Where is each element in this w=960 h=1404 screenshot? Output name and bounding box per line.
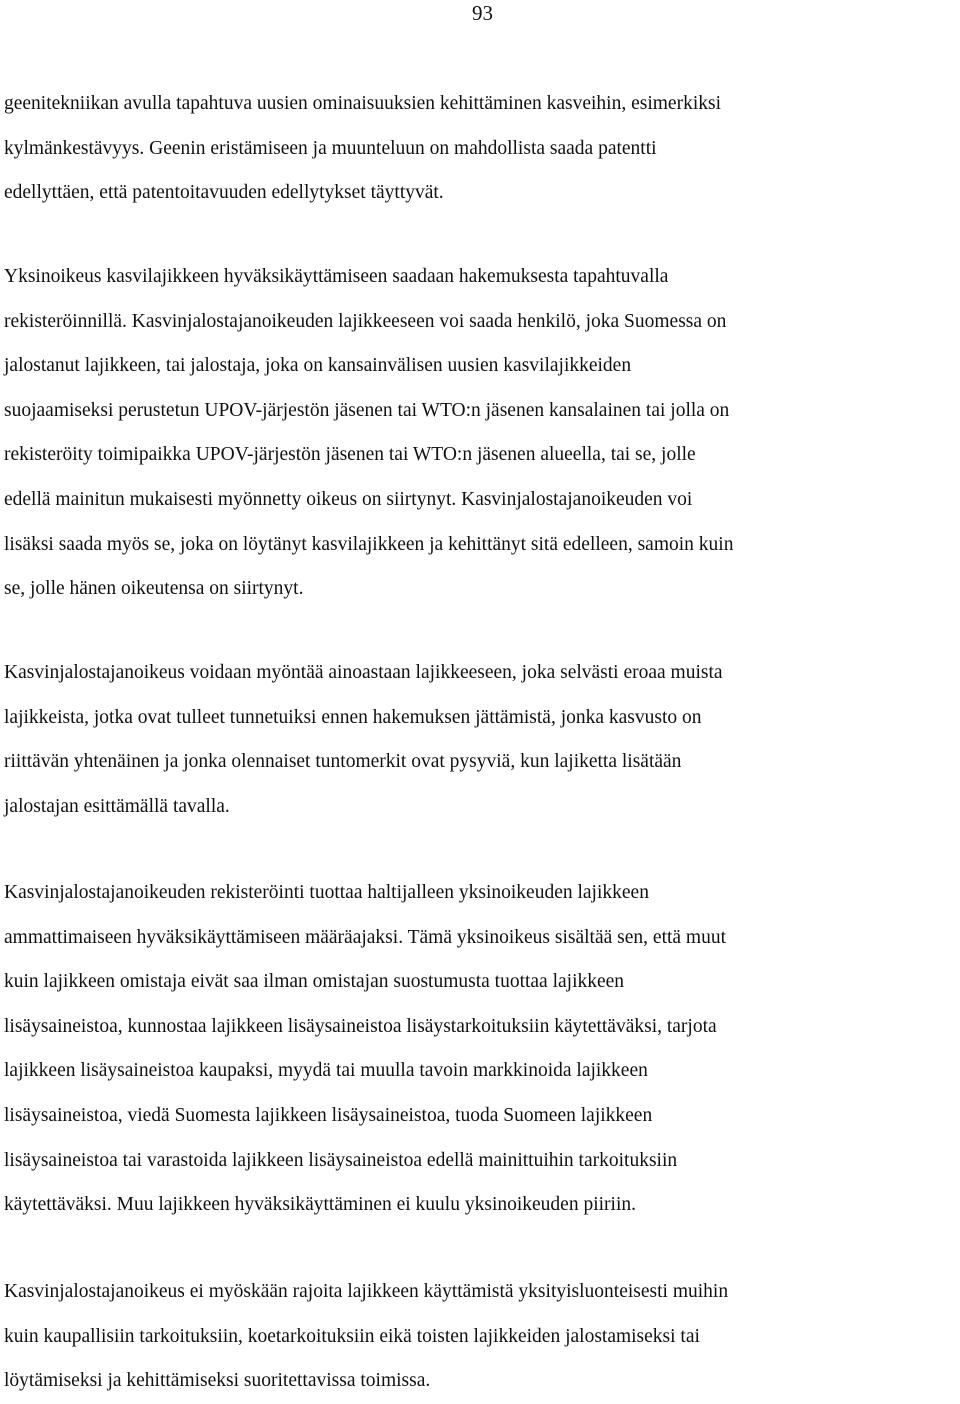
text-line: geenitekniikan avulla tapahtuva uusien ominaisuuksien kehittäminen kasveihin, esimerkiksi [4,93,721,114]
text-line: Kasvinjalostajanoikeuden rekisteröinti tuottaa haltijalleen yksinoikeuden lajikkeen [4,882,649,903]
text-line: rekisteröity toimipaikka UPOV-järjestön jäsenen tai WTO:n jäsenen alueella, tai se, jolle [4,444,696,466]
text-line: lisäysaineistoa tai varastoida lajikkeen lisäysaineistoa edellä mainittuihin tarkoituksiin [4,1149,678,1171]
paragraph-2 [4,255,956,612]
page-number: 93 [472,1,493,25]
paragraph-1 [4,82,956,216]
text-line: se, jolle hänen oikeutensa on siirtynyt. [4,578,304,600]
text-line: lajikkeista, jotka ovat tulleet tunnetuiksi ennen hakemuksen jättämistä, jonka kasvusto on [4,706,702,728]
text-line: kuin lajikkeen omistaja eivät saa ilman omistajan suostumusta tuottaa lajikkeen [4,971,625,993]
text-line: lisäksi saada myös se, joka on löytänyt kasvilajikkeen ja kehittänyt sitä edelleen, samoin kuin [4,533,734,555]
paragraph-4 [4,871,956,1228]
text-line: kuin kaupallisiin tarkoituksiin, koetarkoituksiin eikä toisten lajikkeiden jalostamiseksi tai [4,1325,700,1347]
text-line: jalostajan esittämällä tavalla. [4,795,230,817]
text-line: kylmänkestävyys. Geenin eristämiseen ja muunteluun on mahdollista saada patentti [4,137,657,159]
text-line: lajikkeen lisäysaineistoa kaupaksi, myydä tai muulla tavoin markkinoida lajikkeen [4,1060,648,1082]
text-line: jalostanut lajikkeen, tai jalostaja, joka on kansainvälisen uusien kasvilajikkeiden [4,355,632,377]
text-line: riittävän yhtenäinen ja jonka olennaiset tuntomerkit ovat pysyviä, kun lajiketta lisätään [4,751,682,773]
text-line: lisäysaineistoa, viedä Suomesta lajikkeen lisäysaineistoa, tuoda Suomeen lajikkeen [4,1104,653,1126]
text-line: Yksinoikeus kasvilajikkeen hyväksikäyttämiseen saadaan hakemuksesta tapahtuvalla [4,266,669,287]
text-line: Kasvinjalostajanoikeus ei myöskään rajoita lajikkeen käyttämistä yksityisluonteisesti muihin [4,1281,729,1302]
text-line: edellyttäen, että patentoitavuuden edellytykset täyttyvät. [4,182,444,204]
text-line: löytämiseksi ja kehittämiseksi suoritettavissa toimissa. [4,1370,431,1392]
text-line: Kasvinjalostajanoikeus voidaan myöntää ainoastaan lajikkeeseen, joka selvästi eroaa muista [4,662,723,683]
paragraph-3 [4,651,956,829]
text-line: edellä mainitun mukaisesti myönnetty oikeus on siirtynyt. Kasvinjalostajanoikeuden voi [4,488,693,510]
paragraph-5 [4,1270,956,1404]
text-line: suojaamiseksi perustetun UPOV-järjestön jäsenen tai WTO:n jäsenen kansalainen tai jolla on [4,399,730,421]
text-line: ammattimaiseen hyväksikäyttämiseen määräajaksi. Tämä yksinoikeus sisältää sen, että muut [4,926,727,948]
text-line: käytettäväksi. Muu lajikkeen hyväksikäyttäminen ei kuulu yksinoikeuden piiriin. [4,1194,636,1216]
text-line: rekisteröinnillä. Kasvinjalostajanoikeuden lajikkeeseen voi saada henkilö, joka Suomessa on [4,310,727,332]
text-line: lisäysaineistoa, kunnostaa lajikkeen lisäysaineistoa lisäystarkoituksiin käytettäväksi, tarjota [4,1015,717,1037]
